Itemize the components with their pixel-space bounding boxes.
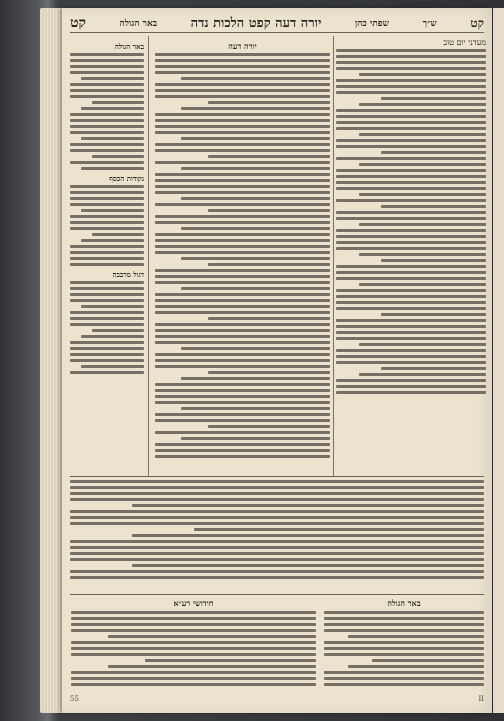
text-line [155,71,330,74]
text-line [155,353,330,356]
text-line [336,331,486,334]
text-line [336,337,486,340]
text-line [81,77,144,80]
text-line [70,546,484,549]
text-line [81,365,144,368]
text-line [336,319,486,322]
text-line [71,683,316,686]
text-lines [336,49,486,394]
text-line [336,49,486,52]
text-line [70,498,484,501]
text-lines [71,611,316,686]
text-line [70,65,144,68]
text-line [155,161,330,164]
text-line [81,239,144,242]
text-line [155,389,330,392]
text-line [336,187,486,190]
text-line [155,221,330,224]
text-line [70,347,144,350]
text-line [155,191,330,194]
text-line [336,391,486,394]
text-line [92,155,144,158]
text-line [336,169,486,172]
text-line [336,145,486,148]
text-line [336,79,486,82]
text-line [145,659,317,662]
text-line [70,480,484,483]
text-lines [70,185,144,266]
text-line [336,139,486,142]
text-line [81,167,144,170]
text-line [70,371,144,374]
text-line [155,125,330,128]
text-line [324,677,484,680]
text-line [155,455,330,458]
text-line [181,437,330,440]
text-line [324,629,484,632]
text-line [155,359,330,362]
text-line [70,221,144,224]
text-line [155,245,330,248]
text-line [155,131,330,134]
text-line [181,377,330,380]
text-line [155,59,330,62]
text-line [92,233,144,236]
page-footer [70,695,484,705]
text-line [70,251,144,254]
text-line [155,275,330,278]
text-line [70,53,144,56]
text-line [81,137,144,140]
text-line [70,510,484,513]
text-line [71,611,316,614]
text-line [132,504,484,507]
notes-column [70,38,144,478]
page-header [70,14,484,33]
commentary-column [155,38,330,478]
text-line [336,211,486,214]
text-line [70,215,144,218]
text-line [359,223,487,226]
text-line [336,115,486,118]
text-line [336,361,486,364]
text-line [336,235,486,238]
text-line [181,197,330,200]
text-line [70,311,144,314]
text-line [208,155,331,158]
text-line [155,281,330,284]
text-line [92,329,144,332]
section-heading: יורה דעה [228,41,257,51]
full-width-commentary [70,480,484,590]
text-line [71,647,316,650]
text-line [336,199,486,202]
text-line [381,151,486,154]
text-line [324,611,484,614]
text-line [336,181,486,184]
bottom-notes-right [324,598,484,686]
text-line [70,71,144,74]
text-line [381,259,486,262]
text-line [108,635,316,638]
text-line [155,119,330,122]
text-line [181,137,330,140]
text-line [155,365,330,368]
text-line [70,486,484,489]
text-line [381,367,486,370]
text-line [359,193,487,196]
text-line [70,119,144,122]
text-line [108,665,316,668]
text-line [324,653,484,656]
text-line [70,263,144,266]
text-line [92,101,144,104]
text-line [336,61,486,64]
text-line [70,125,144,128]
text-line [70,341,144,344]
text-line [336,241,486,244]
text-line [70,95,144,98]
text-line [324,671,484,674]
text-line [181,347,330,350]
text-line [208,371,331,374]
text-line [132,534,484,537]
text-line [70,257,144,260]
text-line [359,73,487,76]
text-line [324,683,484,686]
text-line [336,157,486,160]
footer-left: 55 [70,695,79,703]
text-line [336,355,486,358]
text-line [70,197,144,200]
text-line [208,425,331,428]
text-line [359,133,487,136]
text-line [155,149,330,152]
text-line [70,131,144,134]
text-line [155,203,330,206]
text-line [155,95,330,98]
text-line [70,522,484,525]
bottom-notes-left [71,598,316,686]
text-line [71,623,316,626]
text-line [155,383,330,386]
text-line [155,449,330,452]
text-line [155,341,330,344]
text-line [181,407,330,410]
text-line [372,659,484,662]
text-line [70,323,144,326]
text-line [155,215,330,218]
text-line [70,317,144,320]
text-line [70,203,144,206]
book-page [62,8,492,713]
text-line [348,665,484,668]
text-line [181,77,330,80]
text-line [336,349,486,352]
text-line [155,89,330,92]
text-line [359,253,487,256]
text-line [336,277,486,280]
text-lines [155,53,330,458]
text-line [70,576,484,579]
footer-right: II [478,695,484,703]
text-line [336,85,486,88]
text-line [155,311,330,314]
text-line [155,305,330,308]
text-line [324,623,484,626]
text-line [70,83,144,86]
text-line [155,299,330,302]
column-divider [333,36,334,476]
text-line [336,379,486,382]
text-line [155,323,330,326]
page-title: יורה דעה קפט הלכות נדה [190,16,322,31]
facing-page-edge [493,8,504,713]
text-line [155,269,330,272]
text-line [336,271,486,274]
text-line [70,191,144,194]
text-line [70,227,144,230]
text-line [70,570,484,573]
text-line [181,227,330,230]
text-line [70,299,144,302]
text-line [155,239,330,242]
text-line [336,121,486,124]
text-line [70,113,144,116]
section-rule [70,594,484,595]
text-line [155,143,330,146]
text-line [336,127,486,130]
side-label-left: באר הגולה [119,18,158,29]
text-line [155,173,330,176]
text-line [155,185,330,188]
text-line [359,343,487,346]
text-line [181,107,330,110]
text-line [336,265,486,268]
text-line [336,67,486,70]
text-line [155,53,330,56]
text-line [155,413,330,416]
text-lines [324,611,484,686]
text-line [181,167,330,170]
text-line [359,163,487,166]
text-line [70,293,144,296]
text-line [208,209,331,212]
text-line [71,653,316,656]
text-line [336,175,486,178]
notes-heading: באר הגולה [114,42,144,51]
text-line [70,359,144,362]
text-line [81,107,144,110]
text-line [70,143,144,146]
text-line [194,528,484,531]
column-divider [148,36,149,476]
text-line [381,97,486,100]
text-line [336,109,486,112]
text-line [70,149,144,152]
text-line [71,671,316,674]
text-line [70,552,484,555]
text-line [336,307,486,310]
notes-heading: נקודות הכסף [109,174,144,183]
text-line [208,317,331,320]
text-line [336,325,486,328]
text-line [336,301,486,304]
text-line [208,101,331,104]
text-line [70,59,144,62]
main-text-column [336,38,486,408]
text-line [70,540,484,543]
text-line [336,229,486,232]
page-number-left: קט [70,14,87,31]
text-line [81,335,144,338]
text-line [381,313,486,316]
text-line [71,641,316,644]
text-line [324,641,484,644]
text-line [381,205,486,208]
text-line [336,385,486,388]
text-line [336,295,486,298]
text-line [336,289,486,292]
bottom-notes [70,598,484,698]
text-line [155,443,330,446]
text-line [155,419,330,422]
text-line [155,233,330,236]
text-line [336,217,486,220]
text-line [336,55,486,58]
text-line [70,161,144,164]
text-line [70,558,484,561]
text-line [70,287,144,290]
text-line [181,287,330,290]
text-line [359,373,487,376]
text-line [71,617,316,620]
text-line [336,247,486,250]
bottom-heading-right: באר הגולה [387,598,421,608]
text-line [70,185,144,188]
text-line [155,251,330,254]
text-lines [70,480,484,579]
text-line [70,281,144,284]
text-line [70,353,144,356]
text-line [155,179,330,182]
text-line [81,305,144,308]
text-line [155,401,330,404]
text-line [71,629,316,632]
text-line [70,245,144,248]
text-line [324,647,484,650]
text-line [155,65,330,68]
notes-heading: דגול מרבבה [112,270,144,279]
text-line [359,283,487,286]
text-lines [70,281,144,374]
book-side-label: ש״ך [422,18,437,29]
text-line [155,83,330,86]
text-line [81,209,144,212]
column-heading: מעדני יום טוב [443,38,486,47]
text-line [70,89,144,92]
text-line [208,263,331,266]
section-label: שפתי כהן [354,18,390,29]
text-line [155,329,330,332]
text-line [132,564,484,567]
text-line [70,492,484,495]
text-line [155,293,330,296]
text-line [155,395,330,398]
page-number-right: קט [470,15,484,30]
text-line [70,516,484,519]
text-line [155,431,330,434]
text-line [181,257,330,260]
text-line [336,91,486,94]
text-line [348,635,484,638]
text-line [71,677,316,680]
text-line [359,103,487,106]
text-line [324,617,484,620]
section-rule [70,476,484,477]
bottom-heading-left: חידושי רע״א [173,598,214,608]
text-line [155,335,330,338]
text-lines [70,53,144,170]
text-line [155,113,330,116]
